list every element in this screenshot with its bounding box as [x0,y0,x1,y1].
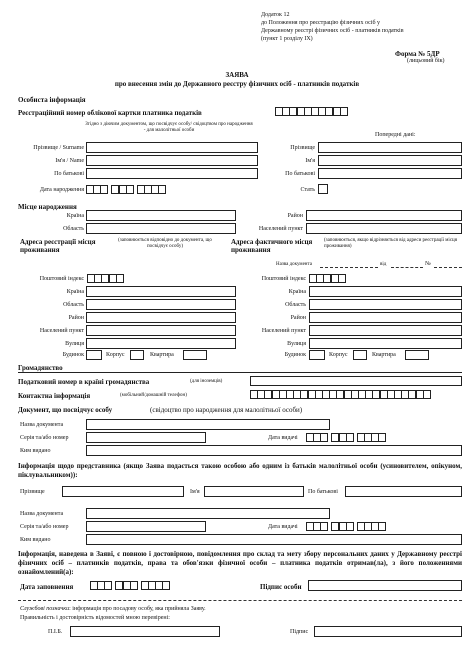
act-address-heading: Адреса фактичного місця проживання [231,238,313,254]
birth-district-field[interactable] [306,210,462,221]
act-building-field[interactable] [353,350,367,360]
act-house-field[interactable] [309,350,325,360]
reg-building-label: Корпус [106,352,125,358]
reg-street-label: Вулиця [65,341,84,347]
reg-house-field[interactable] [86,350,102,360]
service-sign-field[interactable] [314,626,462,637]
service-note: : інформація про посадову особу, яка прийняла Заяву. [69,606,206,612]
reg-settlement-field[interactable] [86,325,236,336]
birth-date-label: Дата народження [39,187,84,193]
id-issued-date-cells[interactable] [306,433,386,442]
reg-house-label: Будинок [62,352,84,358]
addr-doc-no-label: № [425,261,431,267]
id-issued-by-label: Ким видано [20,448,51,454]
act-settlement-label: Населений пункт [261,328,306,334]
name-label: Ім'я / Name [55,158,84,164]
annex-line-2: до Положення про реєстрацію фізичних осіб у [261,20,381,26]
act-district-field[interactable] [309,312,462,323]
addr-doc-from-label: від [380,262,387,267]
act-address-note: (заповнюється, якщо відрізняється від адреси реєстрації місця проживання) [324,238,458,249]
id-series-field[interactable] [86,432,206,443]
rep-doc-name-label: Назва документа [20,511,64,517]
reg-country-field[interactable] [86,286,236,297]
patronymic-field[interactable] [86,168,258,179]
act-country-label: Країна [288,289,306,295]
rep-issued-date-cells[interactable] [306,522,386,531]
rep-name-label: Ім'я [190,489,200,495]
service-label: Службові позначки [20,606,70,612]
rep-surname-label: Прізвище [20,489,45,495]
contact-label: Контактна інформація [18,392,91,400]
reg-apartment-field[interactable] [183,350,207,360]
service-separator [18,600,462,601]
act-apartment-label: Квартира [372,352,396,358]
form-subtitle: про внесення змін до Державного реєстру фізичних осіб - платників податків [114,80,360,88]
signature-label: Підпис особи [260,583,302,591]
representative-heading [18,462,462,480]
sex-label: Стать [300,187,315,193]
annex-line-4: (пункт 1 розділу IX) [261,36,313,42]
name-field[interactable] [86,155,258,166]
reg-apartment-label: Квартира [150,352,174,358]
birth-country-label: Країна [66,213,84,219]
reg-number-cells[interactable] [275,107,347,116]
act-postcode-cells[interactable] [309,274,345,283]
reg-region-field[interactable] [86,299,236,310]
id-issued-date-label: Дата видачі [268,435,298,441]
surname-label: Прізвище / Surname [33,145,84,151]
doc-note: Згідно з діючим документом, що посвідчує особу/ свідоцтвом про народження - для малолітньої особи [85,122,253,133]
service-label-row [20,606,206,613]
id-doc-name-field[interactable] [86,419,330,430]
reg-address-note: (заповнюється відповідно до документа, що посвідчує особу) [118,238,212,249]
rep-name-field[interactable] [204,486,304,497]
reg-postcode-cells[interactable] [87,274,123,283]
act-region-field[interactable] [309,299,462,310]
reg-address-heading: Адреса реєстрації місця проживання [20,238,96,254]
birth-region-label: Область [63,226,84,232]
representative-heading-bold: Інформація щодо представника [18,462,121,470]
act-district-label: Район [290,315,306,321]
statement-text: Інформація, наведена в Заяві, є повною і достовірною, повідомлення про склад та мету збору персональних даних у Державному реєстрі фізичних осіб – платників податків, права та обов'язки фізичної особи – платника податків отримав(ла), з його положеннями ознайомлений(а): [18,550,462,576]
tax-number-label: Податковий номер в країні громадянства [18,378,150,386]
citizenship-line [18,372,462,373]
contact-note: (мобільний/домашній телефон) [120,393,187,398]
reg-region-label: Область [63,302,84,308]
birthplace-heading: Місце народження [18,203,77,211]
patronymic-label: По батькові [54,171,84,177]
prev-patronymic-label: По батькові [285,171,315,177]
id-issued-by-field[interactable] [86,445,462,456]
rep-doc-name-field[interactable] [86,508,330,519]
previous-data-label: Попередні дані: [375,132,416,138]
birth-settlement-label: Населений пункт [258,226,303,232]
form-title: ЗАЯВА [225,71,249,79]
reg-number-label: Реєстраційний номер облікової картки платника податків [18,109,202,117]
act-street-field[interactable] [309,338,462,349]
reg-district-label: Район [68,315,84,321]
tax-number-field[interactable] [250,376,462,386]
fill-date-cells[interactable] [90,581,170,590]
prev-patronymic-field[interactable] [318,168,462,179]
citizenship-label: Громадянство [18,364,63,372]
prev-surname-field[interactable] [318,142,462,153]
act-settlement-field[interactable] [309,325,462,336]
surname-field[interactable] [86,142,258,153]
rep-issued-by-label: Ким видано [20,537,51,543]
reg-building-field[interactable] [130,350,144,360]
birth-settlement-field[interactable] [306,223,462,234]
service-sign-label: Підпис [290,629,309,635]
addr-doc-no-line[interactable] [434,267,462,268]
act-region-label: Область [285,302,306,308]
act-postcode-label: Поштовий індекс [261,276,306,282]
form-number: Форма № 5ДР [395,50,440,58]
id-doc-heading: Документ, що посвідчує особу [18,406,113,414]
service-pib-field[interactable] [70,626,220,637]
act-street-label: Вулиця [287,341,306,347]
form-side: (лицьовий бік) [407,58,445,64]
reg-settlement-label: Населений пункт [39,328,84,334]
reg-postcode-label: Поштовий індекс [39,276,84,282]
reg-street-field[interactable] [86,338,236,349]
annex-line-1: Додаток 12 [261,12,290,18]
id-series-label: Серія та/або номер [20,435,69,441]
birth-country-field[interactable] [86,210,236,221]
prev-name-label: Ім'я [305,158,315,164]
signature-field[interactable] [308,580,462,591]
rep-series-label: Серія та/або номер [20,524,69,530]
id-doc-note: (свідоцтво про народження для малолітньої особи) [150,406,303,414]
sex-field[interactable] [318,184,328,194]
act-building-label: Корпус [329,352,348,358]
prev-surname-label: Прізвище [290,145,315,151]
addr-doc-date-line[interactable] [391,267,423,268]
birth-date-cells[interactable] [86,185,166,194]
annex-line-3: Державному реєстрі фізичних осіб - платників податків [261,28,404,34]
birth-district-label: Район [287,213,303,219]
rep-patronymic-field[interactable] [345,486,462,497]
service-pib-label: П.І.Б. [48,629,63,635]
reg-district-field[interactable] [86,312,236,323]
rep-issued-by-field[interactable] [86,534,462,545]
act-country-field[interactable] [309,286,462,297]
service-verified: Правильність і достовірність відомостей мною перевірені: [20,615,170,621]
rep-surname-field[interactable] [62,486,184,497]
act-house-label: Будинок [284,352,306,358]
rep-issued-date-label: Дата видачі [268,524,298,530]
addr-doc-name-label: Назва документа [276,262,312,267]
personal-heading: Особиста інформація [18,96,86,104]
addr-doc-name-line[interactable] [320,267,378,268]
id-doc-name-label: Назва документа [20,422,64,428]
tax-number-note: (для іноземців) [190,379,223,384]
rep-series-field[interactable] [86,521,206,532]
contact-phone-cells[interactable] [250,390,430,399]
reg-country-label: Країна [66,289,84,295]
birth-region-field[interactable] [86,223,236,234]
prev-name-field[interactable] [318,155,462,166]
rep-patronymic-label: По батькові [308,489,338,495]
fill-date-label: Дата заповнення [20,583,74,591]
representative-heading-rest: (якщо Заява подається такою особою або одним із батьків малолітньої особи (усиновителем, опікуном, піклувальником)): [18,462,463,479]
act-apartment-field[interactable] [405,350,429,360]
